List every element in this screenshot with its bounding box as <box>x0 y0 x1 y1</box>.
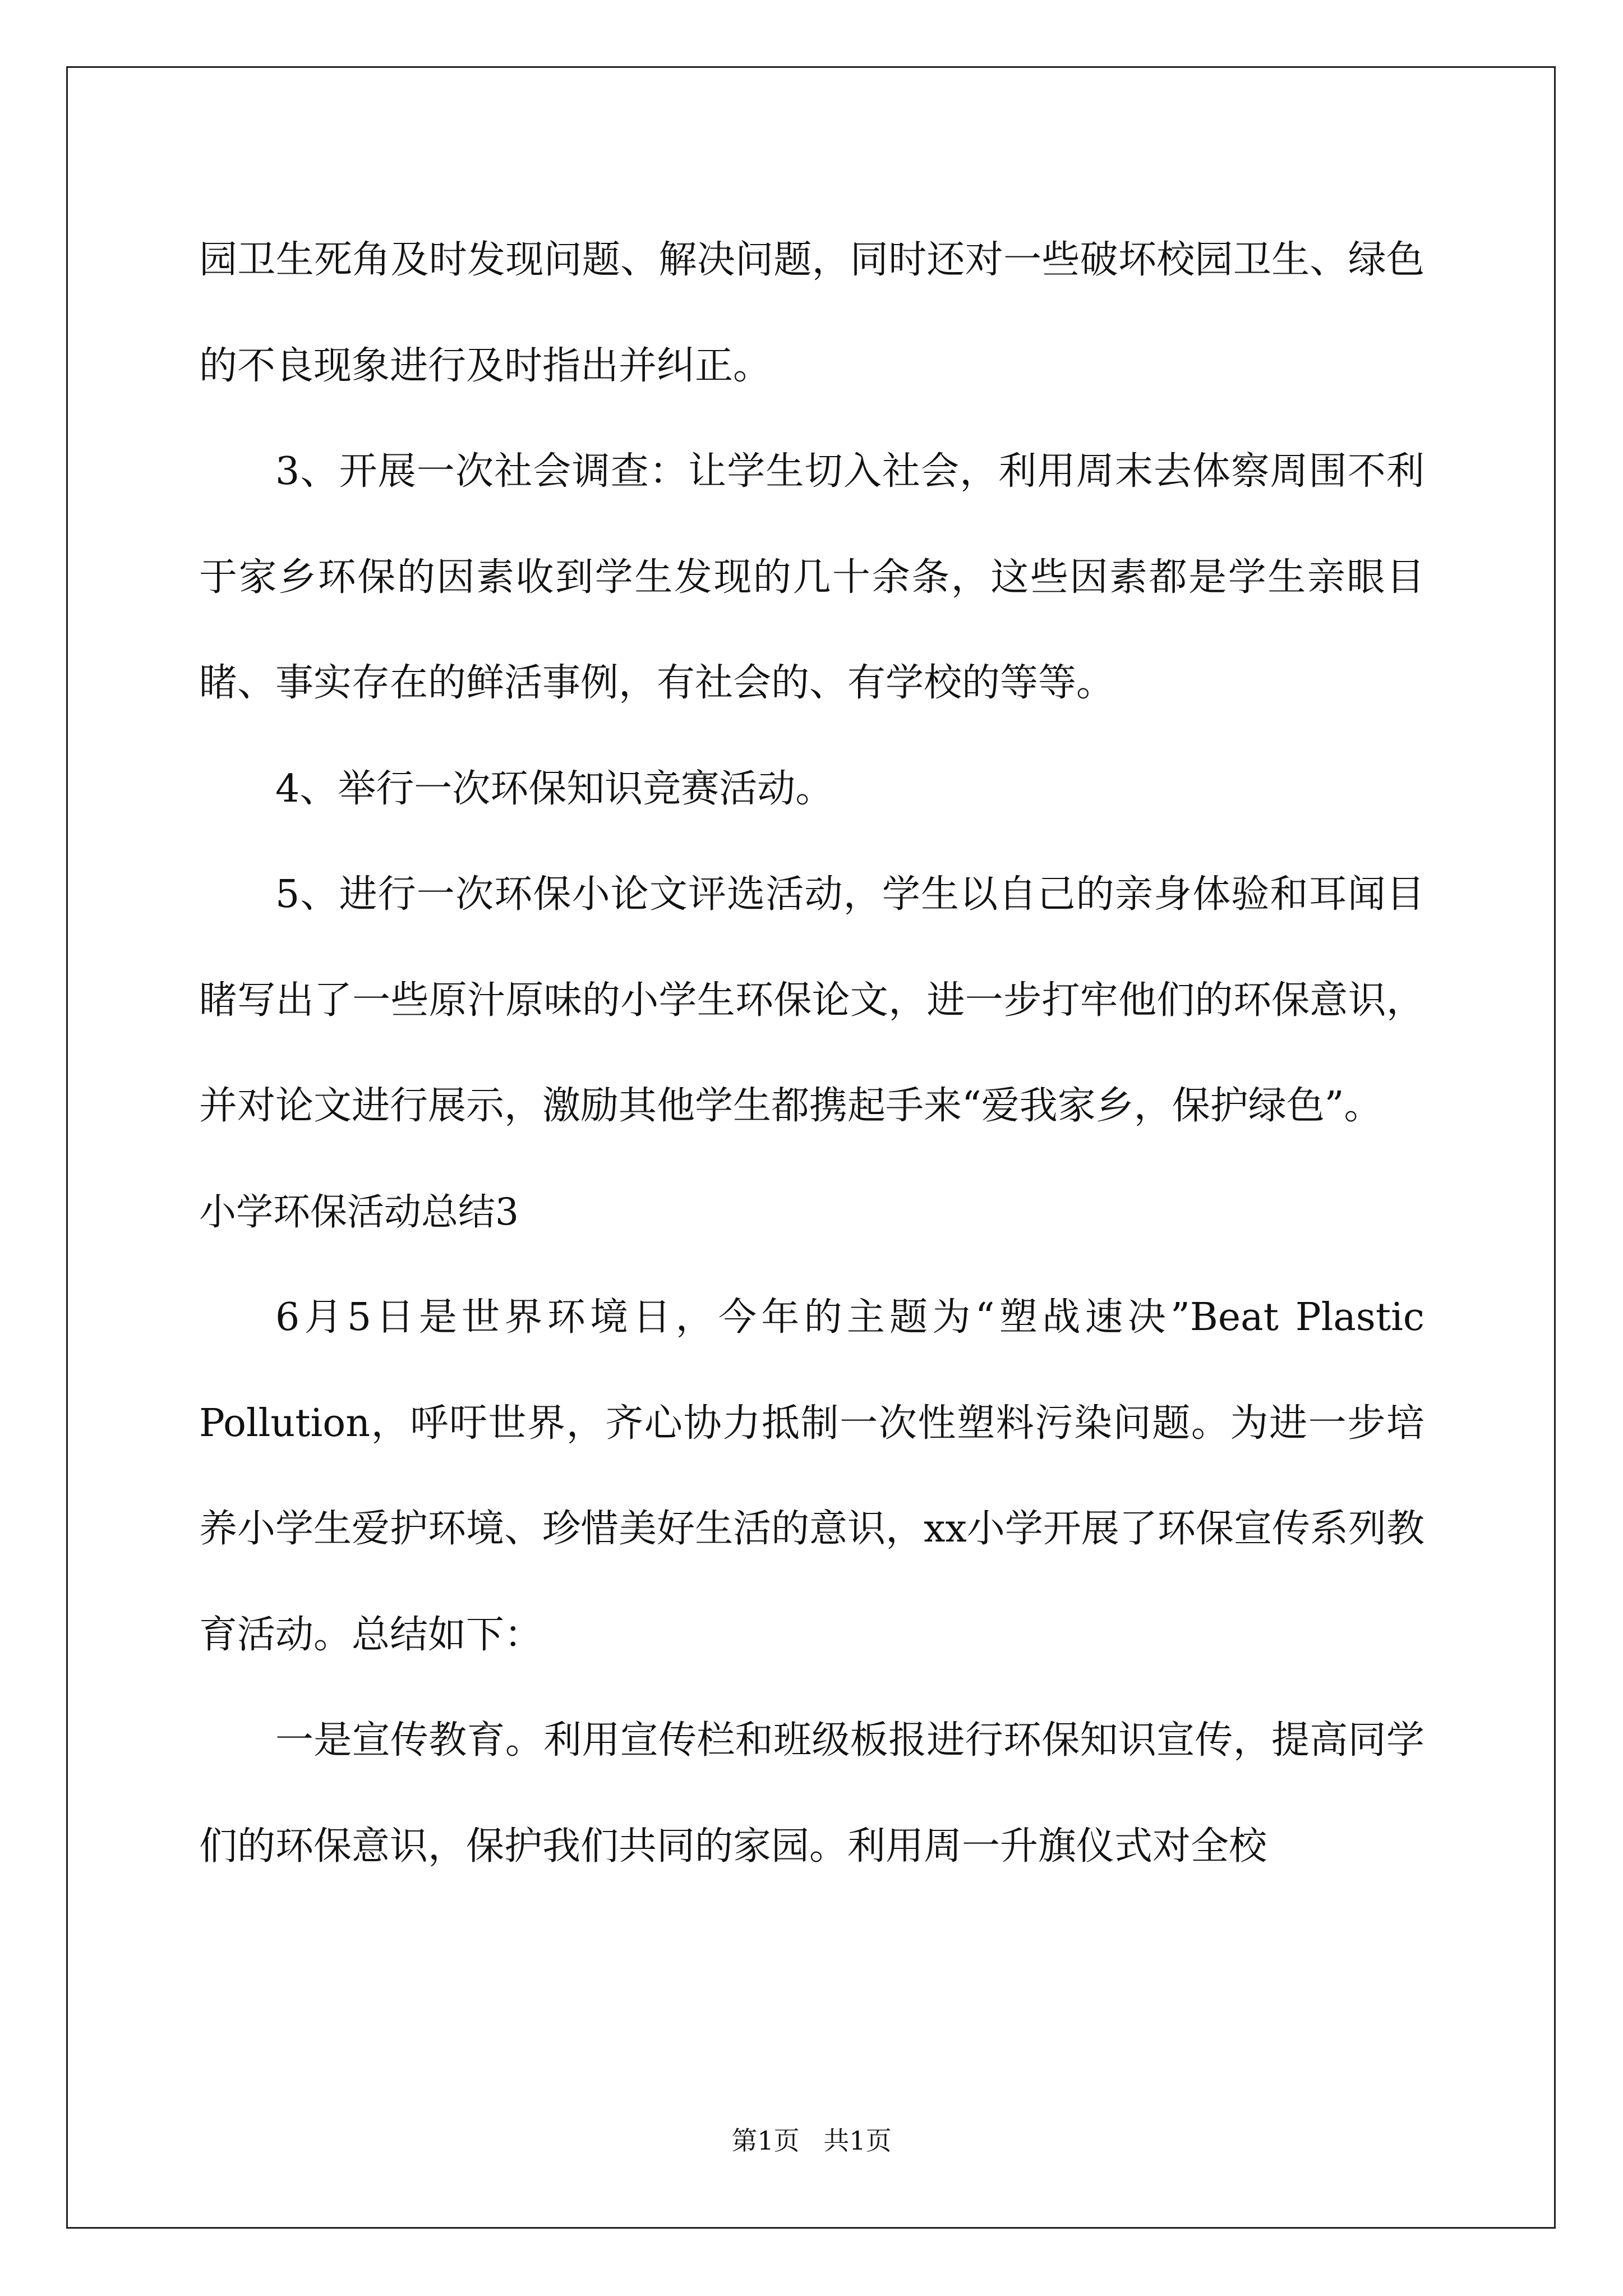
section-paragraph-1: 6月5日是世界环境日，今年的主题为“塑战速决”Beat Plastic Pollution，呼吁世界，齐心协力抵制一次性塑料污染问题。为进一步培养小学生爱护环境、珍惜美好生活的意识，xx小学开展了环保宣传系列教育活动。总结如下： <box>199 1295 1424 1657</box>
paragraph-2: 3、开展一次社会调查：让学生切入社会，利用周末去体察周围不利于家乡环保的因素收到学生发现的几十余条，这些因素都是学生亲眼目睹、事实存在的鲜活事例，有社会的、有学校的等等。 <box>199 449 1424 705</box>
section-title: 小学环保活动总结3 <box>199 1190 519 1234</box>
paragraph-3: 4、举行一次环保知识竞赛活动。 <box>275 766 834 811</box>
page-total: 共1页 <box>823 2125 892 2156</box>
document-body <box>199 208 1424 1899</box>
section-paragraph-2: 一是宣传教育。利用宣传栏和班级板报进行环保知识宣传，提高同学们的环保意识，保护我们共同的家园。利用周一升旗仪式对全校 <box>199 1718 1424 1869</box>
page-footer <box>0 2120 1623 2157</box>
paragraph-4: 5、进行一次环保小论文评选活动，学生以自己的亲身体验和耳闻目睹写出了一些原汁原味的小学生环保论文，进一步打牢他们的环保意识，并对论文进行展示，激励其他学生都携起手来“爱我家乡，保护绿色”。 <box>199 872 1424 1128</box>
paragraph-1: 园卫生死角及时发现问题、解决问题，同时还对一些破坏校园卫生、绿色的不良现象进行及时指出并纠正。 <box>199 238 1424 388</box>
page-number: 第1页 <box>731 2125 800 2156</box>
